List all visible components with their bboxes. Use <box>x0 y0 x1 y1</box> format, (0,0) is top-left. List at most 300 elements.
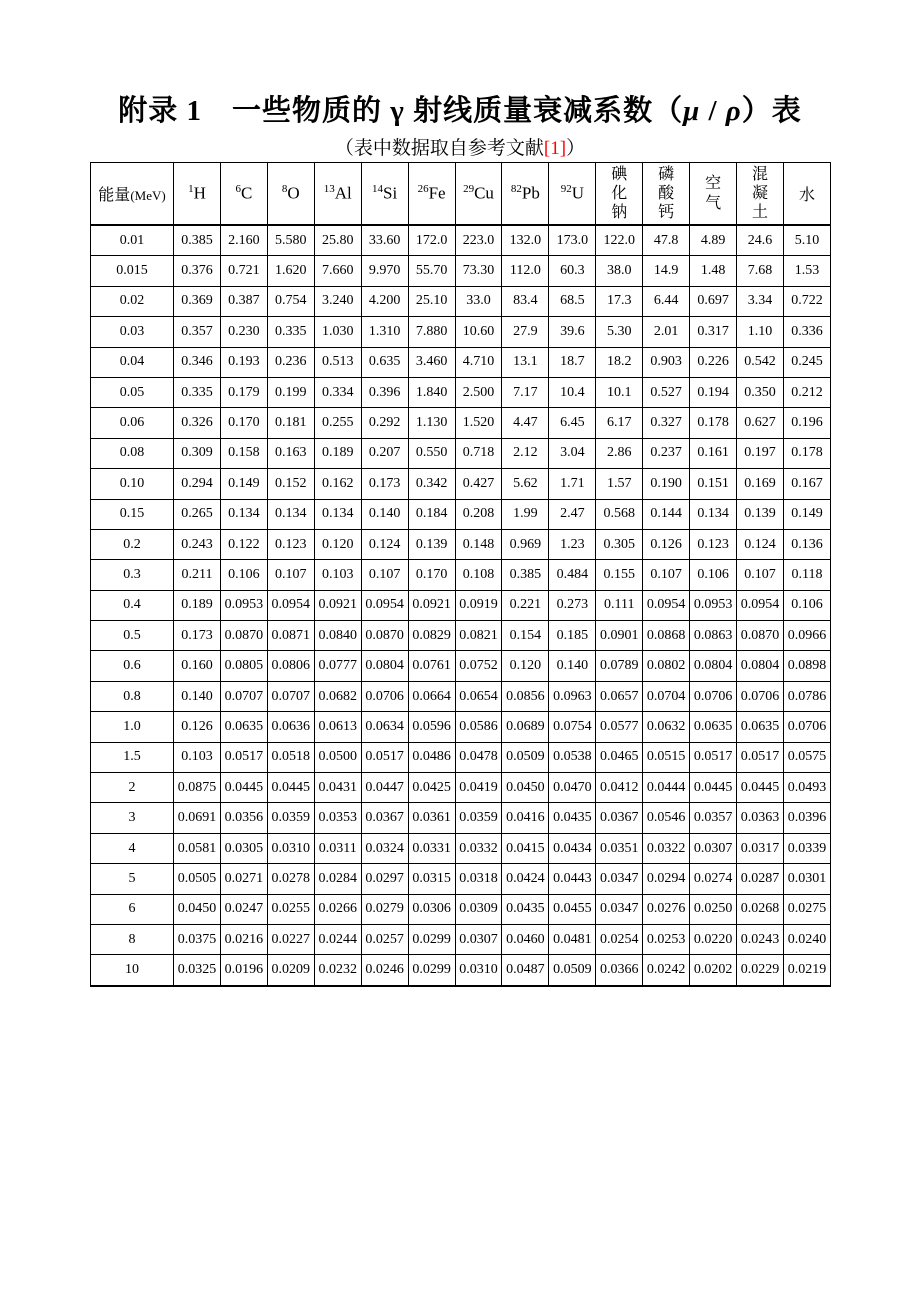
value-cell: 0.376 <box>174 256 221 286</box>
value-cell: 0.0634 <box>361 712 408 742</box>
value-cell: 1.53 <box>783 256 830 286</box>
value-cell: 14.9 <box>643 256 690 286</box>
value-cell: 0.0953 <box>220 590 267 620</box>
value-cell: 0.0505 <box>174 864 221 894</box>
value-cell: 0.385 <box>502 560 549 590</box>
value-cell: 0.357 <box>174 317 221 347</box>
value-cell: 0.0415 <box>502 833 549 863</box>
value-cell: 0.0871 <box>267 621 314 651</box>
table-row <box>91 499 831 529</box>
value-cell: 0.0868 <box>643 621 690 651</box>
value-cell: 0.140 <box>174 681 221 711</box>
value-cell: 0.387 <box>220 286 267 316</box>
value-cell: 0.427 <box>455 469 502 499</box>
value-cell: 0.0487 <box>502 955 549 986</box>
value-cell: 0.0339 <box>783 833 830 863</box>
column-header-碘化钠 <box>596 163 643 226</box>
value-cell: 0.120 <box>314 529 361 559</box>
value-cell: 0.0470 <box>549 773 596 803</box>
value-cell: 0.149 <box>220 469 267 499</box>
value-cell: 0.230 <box>220 317 267 347</box>
value-cell: 0.0478 <box>455 742 502 772</box>
value-cell: 0.155 <box>596 560 643 590</box>
value-cell: 0.0921 <box>314 590 361 620</box>
material-name-label: 混凝土 <box>752 165 769 222</box>
value-cell: 1.23 <box>549 529 596 559</box>
value-cell: 0.245 <box>783 347 830 377</box>
value-cell: 9.970 <box>361 256 408 286</box>
value-cell: 0.0804 <box>361 651 408 681</box>
value-cell: 0.0361 <box>408 803 455 833</box>
value-cell: 0.134 <box>220 499 267 529</box>
value-cell: 0.199 <box>267 377 314 407</box>
value-cell: 0.236 <box>267 347 314 377</box>
value-cell: 0.0435 <box>502 894 549 924</box>
value-cell: 0.327 <box>643 408 690 438</box>
value-cell: 0.0754 <box>549 712 596 742</box>
energy-cell: 0.03 <box>91 317 174 347</box>
value-cell: 0.123 <box>267 529 314 559</box>
energy-cell: 4 <box>91 833 174 863</box>
energy-cell: 6 <box>91 894 174 924</box>
value-cell: 0.0284 <box>314 864 361 894</box>
value-cell: 0.0689 <box>502 712 549 742</box>
value-cell: 7.660 <box>314 256 361 286</box>
value-cell: 0.0919 <box>455 590 502 620</box>
value-cell: 0.0954 <box>267 590 314 620</box>
value-cell: 0.0318 <box>455 864 502 894</box>
value-cell: 0.0229 <box>737 955 784 986</box>
value-cell: 33.60 <box>361 225 408 256</box>
value-cell: 0.0586 <box>455 712 502 742</box>
value-cell: 1.48 <box>690 256 737 286</box>
column-header-H: $^1$H <box>174 163 221 226</box>
value-cell: 0.0367 <box>596 803 643 833</box>
value-cell: 0.335 <box>174 377 221 407</box>
page-title <box>0 88 920 129</box>
value-cell: 0.0309 <box>455 894 502 924</box>
value-cell: 0.154 <box>502 621 549 651</box>
value-cell: 0.0396 <box>783 803 830 833</box>
value-cell: 2.12 <box>502 438 549 468</box>
value-cell: 2.500 <box>455 377 502 407</box>
value-cell: 0.140 <box>549 651 596 681</box>
value-cell: 0.336 <box>783 317 830 347</box>
value-cell: 1.99 <box>502 499 549 529</box>
energy-cell: 0.02 <box>91 286 174 316</box>
value-cell: 0.0515 <box>643 742 690 772</box>
value-cell: 0.0901 <box>596 621 643 651</box>
value-cell: 1.030 <box>314 317 361 347</box>
value-cell: 0.0517 <box>220 742 267 772</box>
value-cell: 0.0325 <box>174 955 221 986</box>
title-text: 附录 1 一些物质的 γ 射线质量衰减系数（ <box>118 95 684 127</box>
value-cell: 0.160 <box>174 651 221 681</box>
value-cell: 0.0310 <box>267 833 314 863</box>
value-cell: 13.1 <box>502 347 549 377</box>
value-cell: 0.0306 <box>408 894 455 924</box>
subtitle-text: （表中数据取自参考文献 <box>334 138 544 159</box>
table-row <box>91 286 831 316</box>
value-cell: 0.124 <box>737 529 784 559</box>
value-cell: 0.106 <box>690 560 737 590</box>
value-cell: 0.0255 <box>267 894 314 924</box>
value-cell: 0.0517 <box>737 742 784 772</box>
value-cell: 0.144 <box>643 499 690 529</box>
value-cell: 0.139 <box>408 529 455 559</box>
value-cell: 0.0331 <box>408 833 455 863</box>
table-row <box>91 469 831 499</box>
value-cell: 0.0517 <box>361 742 408 772</box>
value-cell: 0.0577 <box>596 712 643 742</box>
value-cell: 0.148 <box>455 529 502 559</box>
value-cell: 0.0246 <box>361 955 408 986</box>
value-cell: 0.126 <box>643 529 690 559</box>
value-cell: 17.3 <box>596 286 643 316</box>
value-cell: 24.6 <box>737 225 784 256</box>
attenuation-coefficient-table <box>90 162 831 987</box>
value-cell: 0.255 <box>314 408 361 438</box>
atomic-number-superscript: 82 <box>510 183 522 196</box>
value-cell: 33.0 <box>455 286 502 316</box>
table-row <box>91 317 831 347</box>
value-cell: 0.0954 <box>361 590 408 620</box>
value-cell: 0.0706 <box>737 681 784 711</box>
value-cell: 0.0431 <box>314 773 361 803</box>
table-row <box>91 621 831 651</box>
value-cell: 0.513 <box>314 347 361 377</box>
value-cell: 0.0509 <box>502 742 549 772</box>
value-cell: 0.0196 <box>220 955 267 986</box>
value-cell: 0.0247 <box>220 894 267 924</box>
value-cell: 112.0 <box>502 256 549 286</box>
value-cell: 0.0493 <box>783 773 830 803</box>
value-cell: 0.0460 <box>502 924 549 954</box>
value-cell: 132.0 <box>502 225 549 256</box>
value-cell: 0.0898 <box>783 651 830 681</box>
value-cell: 0.0301 <box>783 864 830 894</box>
material-name-label: 水 <box>798 187 815 204</box>
value-cell: 0.106 <box>783 590 830 620</box>
energy-cell: 2 <box>91 773 174 803</box>
value-cell: 0.118 <box>783 560 830 590</box>
column-header-U: $^{92}$U <box>549 163 596 226</box>
value-cell: 6.44 <box>643 286 690 316</box>
value-cell: 0.107 <box>361 560 408 590</box>
value-cell: 0.0227 <box>267 924 314 954</box>
value-cell: 0.0445 <box>690 773 737 803</box>
energy-label: 能量 <box>98 187 131 204</box>
column-header-空气 <box>690 163 737 226</box>
energy-cell: 0.10 <box>91 469 174 499</box>
value-cell: 0.197 <box>737 438 784 468</box>
value-cell: 0.0299 <box>408 955 455 986</box>
value-cell: 68.5 <box>549 286 596 316</box>
energy-cell: 5 <box>91 864 174 894</box>
value-cell: 0.189 <box>314 438 361 468</box>
value-cell: 0.0632 <box>643 712 690 742</box>
value-cell: 0.103 <box>314 560 361 590</box>
value-cell: 0.170 <box>408 560 455 590</box>
value-cell: 0.0268 <box>737 894 784 924</box>
energy-cell: 0.08 <box>91 438 174 468</box>
material-name-label: 空气 <box>705 175 722 212</box>
value-cell: 0.568 <box>596 499 643 529</box>
atomic-number-superscript: 1 <box>188 183 194 196</box>
value-cell: 7.17 <box>502 377 549 407</box>
atomic-number-superscript: 14 <box>372 183 384 196</box>
value-cell: 0.120 <box>502 651 549 681</box>
value-cell: 223.0 <box>455 225 502 256</box>
value-cell: 0.342 <box>408 469 455 499</box>
value-cell: 0.0357 <box>690 803 737 833</box>
value-cell: 0.317 <box>690 317 737 347</box>
value-cell: 172.0 <box>408 225 455 256</box>
value-cell: 0.0257 <box>361 924 408 954</box>
table-row <box>91 225 831 256</box>
value-cell: 0.107 <box>643 560 690 590</box>
value-cell: 0.0240 <box>783 924 830 954</box>
value-cell: 0.0434 <box>549 833 596 863</box>
value-cell: 0.0706 <box>361 681 408 711</box>
value-cell: 5.30 <box>596 317 643 347</box>
value-cell: 0.0315 <box>408 864 455 894</box>
title-text-end: ）表 <box>741 95 802 127</box>
value-cell: 0.0450 <box>502 773 549 803</box>
value-cell: 1.310 <box>361 317 408 347</box>
value-cell: 0.106 <box>220 560 267 590</box>
value-cell: 0.0416 <box>502 803 549 833</box>
value-cell: 0.0216 <box>220 924 267 954</box>
value-cell: 0.0806 <box>267 651 314 681</box>
value-cell: 0.0271 <box>220 864 267 894</box>
value-cell: 55.70 <box>408 256 455 286</box>
table-row <box>91 803 831 833</box>
value-cell: 10.4 <box>549 377 596 407</box>
value-cell: 0.0802 <box>643 651 690 681</box>
value-cell: 0.0921 <box>408 590 455 620</box>
value-cell: 0.0232 <box>314 955 361 986</box>
value-cell: 0.722 <box>783 286 830 316</box>
value-cell: 83.4 <box>502 286 549 316</box>
value-cell: 0.0863 <box>690 621 737 651</box>
value-cell: 0.237 <box>643 438 690 468</box>
value-cell: 0.149 <box>783 499 830 529</box>
value-cell: 0.0481 <box>549 924 596 954</box>
value-cell: 0.0636 <box>267 712 314 742</box>
value-cell: 0.903 <box>643 347 690 377</box>
value-cell: 0.0220 <box>690 924 737 954</box>
value-cell: 0.140 <box>361 499 408 529</box>
table-header-row <box>91 163 831 226</box>
value-cell: 0.0254 <box>596 924 643 954</box>
value-cell: 0.335 <box>267 317 314 347</box>
value-cell: 0.0307 <box>455 924 502 954</box>
column-header-Pb: $^{82}$Pb <box>502 163 549 226</box>
table-row <box>91 742 831 772</box>
energy-cell: 0.15 <box>91 499 174 529</box>
value-cell: 0.0287 <box>737 864 784 894</box>
value-cell: 0.627 <box>737 408 784 438</box>
value-cell: 0.273 <box>549 590 596 620</box>
value-cell: 0.126 <box>174 712 221 742</box>
value-cell: 0.0322 <box>643 833 690 863</box>
value-cell: 7.68 <box>737 256 784 286</box>
energy-cell: 10 <box>91 955 174 986</box>
value-cell: 0.178 <box>690 408 737 438</box>
value-cell: 0.0500 <box>314 742 361 772</box>
value-cell: 0.0829 <box>408 621 455 651</box>
value-cell: 1.10 <box>737 317 784 347</box>
value-cell: 0.0324 <box>361 833 408 863</box>
value-cell: 3.240 <box>314 286 361 316</box>
value-cell: 0.0870 <box>737 621 784 651</box>
value-cell: 0.0202 <box>690 955 737 986</box>
value-cell: 0.158 <box>220 438 267 468</box>
energy-cell: 3 <box>91 803 174 833</box>
table-row <box>91 408 831 438</box>
value-cell: 0.0443 <box>549 864 596 894</box>
value-cell: 0.0276 <box>643 894 690 924</box>
energy-cell: 0.06 <box>91 408 174 438</box>
value-cell: 0.969 <box>502 529 549 559</box>
material-name-label: 碘化钠 <box>611 165 628 222</box>
value-cell: 0.0465 <box>596 742 643 772</box>
value-cell: 0.196 <box>783 408 830 438</box>
value-cell: 3.460 <box>408 347 455 377</box>
column-header-Cu: $^{29}$Cu <box>455 163 502 226</box>
value-cell: 0.0375 <box>174 924 221 954</box>
value-cell: 0.0253 <box>643 924 690 954</box>
value-cell: 0.0367 <box>361 803 408 833</box>
value-cell: 0.167 <box>783 469 830 499</box>
energy-cell: 0.8 <box>91 681 174 711</box>
value-cell: 0.0359 <box>455 803 502 833</box>
energy-cell: 0.4 <box>91 590 174 620</box>
value-cell: 0.0347 <box>596 894 643 924</box>
value-cell: 0.697 <box>690 286 737 316</box>
value-cell: 0.0804 <box>690 651 737 681</box>
value-cell: 0.170 <box>220 408 267 438</box>
energy-cell: 0.3 <box>91 560 174 590</box>
value-cell: 0.207 <box>361 438 408 468</box>
value-cell: 3.04 <box>549 438 596 468</box>
value-cell: 0.211 <box>174 560 221 590</box>
column-header-O: $^8$O <box>267 163 314 226</box>
value-cell: 0.0840 <box>314 621 361 651</box>
value-cell: 18.7 <box>549 347 596 377</box>
value-cell: 0.0538 <box>549 742 596 772</box>
value-cell: 2.86 <box>596 438 643 468</box>
value-cell: 0.0805 <box>220 651 267 681</box>
table-row <box>91 955 831 986</box>
value-cell: 0.190 <box>643 469 690 499</box>
value-cell: 0.0777 <box>314 651 361 681</box>
value-cell: 3.34 <box>737 286 784 316</box>
value-cell: 0.0954 <box>737 590 784 620</box>
table-row <box>91 438 831 468</box>
value-cell: 4.710 <box>455 347 502 377</box>
value-cell: 0.721 <box>220 256 267 286</box>
value-cell: 0.179 <box>220 377 267 407</box>
value-cell: 0.173 <box>174 621 221 651</box>
value-cell: 2.01 <box>643 317 690 347</box>
column-header-C: $^6$C <box>220 163 267 226</box>
value-cell: 0.0447 <box>361 773 408 803</box>
table-row <box>91 377 831 407</box>
value-cell: 0.0356 <box>220 803 267 833</box>
value-cell: 0.0954 <box>643 590 690 620</box>
value-cell: 0.161 <box>690 438 737 468</box>
energy-cell: 0.04 <box>91 347 174 377</box>
value-cell: 0.326 <box>174 408 221 438</box>
energy-cell: 0.5 <box>91 621 174 651</box>
value-cell: 0.0351 <box>596 833 643 863</box>
atomic-number-superscript: 29 <box>463 183 475 196</box>
value-cell: 0.0691 <box>174 803 221 833</box>
value-cell: 0.0299 <box>408 924 455 954</box>
value-cell: 0.0706 <box>783 712 830 742</box>
table-row <box>91 681 831 711</box>
value-cell: 0.0707 <box>220 681 267 711</box>
value-cell: 25.80 <box>314 225 361 256</box>
value-cell: 0.0424 <box>502 864 549 894</box>
energy-cell: 0.015 <box>91 256 174 286</box>
value-cell: 0.193 <box>220 347 267 377</box>
value-cell: 0.0278 <box>267 864 314 894</box>
atomic-number-superscript: 92 <box>560 183 572 196</box>
table-header <box>91 163 831 226</box>
value-cell: 0.292 <box>361 408 408 438</box>
title-separator: / <box>700 95 726 127</box>
title-mu-symbol: μ <box>683 95 701 127</box>
value-cell: 1.620 <box>267 256 314 286</box>
value-cell: 0.163 <box>267 438 314 468</box>
value-cell: 0.0294 <box>643 864 690 894</box>
value-cell: 5.62 <box>502 469 549 499</box>
value-cell: 5.10 <box>783 225 830 256</box>
value-cell: 38.0 <box>596 256 643 286</box>
table-row <box>91 590 831 620</box>
value-cell: 0.123 <box>690 529 737 559</box>
value-cell: 0.0509 <box>549 955 596 986</box>
value-cell: 0.0635 <box>737 712 784 742</box>
value-cell: 18.2 <box>596 347 643 377</box>
table-row <box>91 924 831 954</box>
value-cell: 0.396 <box>361 377 408 407</box>
column-header-Si: $^{14}$Si <box>361 163 408 226</box>
value-cell: 0.0307 <box>690 833 737 863</box>
energy-cell: 1.5 <box>91 742 174 772</box>
value-cell: 0.0821 <box>455 621 502 651</box>
energy-cell: 0.05 <box>91 377 174 407</box>
table-row <box>91 347 831 377</box>
table-row <box>91 560 831 590</box>
value-cell: 0.346 <box>174 347 221 377</box>
value-cell: 0.369 <box>174 286 221 316</box>
value-cell: 4.47 <box>502 408 549 438</box>
value-cell: 0.226 <box>690 347 737 377</box>
value-cell: 0.136 <box>783 529 830 559</box>
value-cell: 0.139 <box>737 499 784 529</box>
value-cell: 0.542 <box>737 347 784 377</box>
value-cell: 0.107 <box>267 560 314 590</box>
value-cell: 0.0856 <box>502 681 549 711</box>
value-cell: 0.0870 <box>220 621 267 651</box>
value-cell: 0.550 <box>408 438 455 468</box>
value-cell: 0.0310 <box>455 955 502 986</box>
value-cell: 0.294 <box>174 469 221 499</box>
